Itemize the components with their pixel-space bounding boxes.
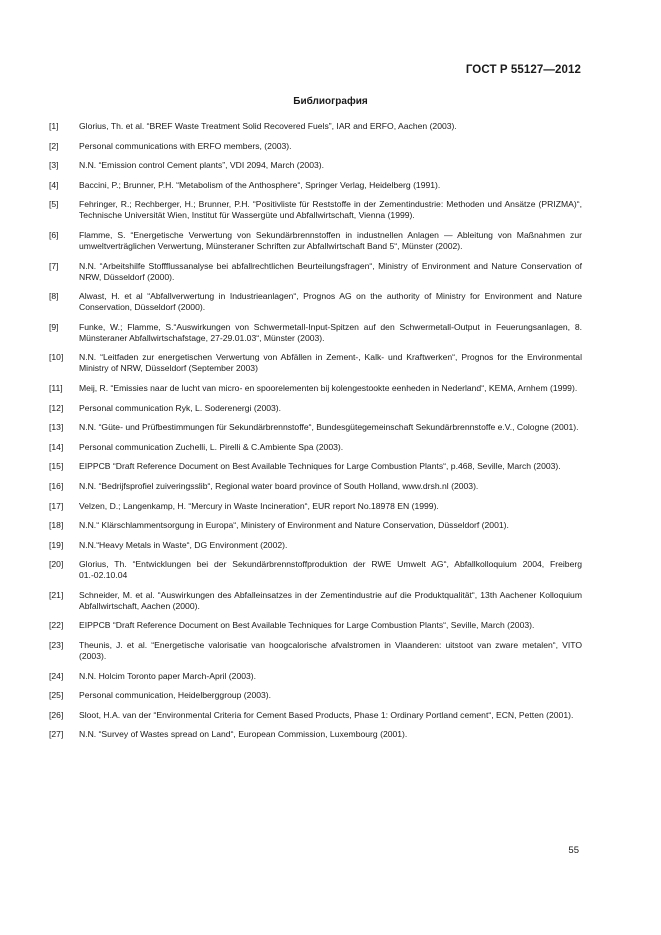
reference-item: [49, 121, 582, 132]
reference-item: [49, 640, 582, 662]
reference-text: Baccini, P.; Brunner, P.H. “Metabolism of the Anthosphere“, Springer Verlag, Heidelberg (1991).: [79, 179, 441, 190]
reference-text: EIPPCB “Draft Reference Document on Best Available Techniques for Large Combustion Plants“, Seville, March (2003).: [79, 620, 535, 631]
reference-number: [9]: [49, 321, 59, 332]
reference-item: [49, 230, 582, 252]
reference-list: [49, 121, 582, 749]
reference-text: Alwast, H. et al “Abfallverwertung in Industrieanlagen“, Prognos AG on the authority of Ministry for Environment and Nature Conservation, Düsseldorf (2000).: [79, 291, 582, 313]
reference-item: [49, 180, 582, 191]
reference-text: Glorius, Th. et al. “BREF Waste Treatment Solid Recovered Fuels”, IAR and ERFO, Aachen (2003).: [79, 121, 457, 131]
reference-item: [49, 352, 582, 374]
reference-item: [49, 403, 582, 414]
reference-item: [49, 710, 582, 721]
reference-number: [20]: [49, 559, 64, 570]
reference-text: N.N.“ Klärschlammentsorgung in Europa“, Ministery of Environment and Nature Conservation, Düsseldorf (2001).: [79, 520, 509, 531]
reference-number: [17]: [49, 500, 64, 511]
reference-number: [18]: [49, 520, 64, 531]
reference-item: [49, 559, 582, 581]
reference-item: [49, 501, 582, 512]
reference-item: [49, 540, 582, 551]
reference-item: [49, 461, 582, 472]
reference-text: Funke, W.; Flamme, S.“Auswirkungen von Schwermetall-Input-Spitzen auf den Schwermetall-Output in Feuerungsanlagen, 8. Münsteraner Abfallwirtschafstage, 27-29.01.03“, Münster (2003).: [79, 321, 582, 343]
reference-item: [49, 481, 582, 492]
reference-number: [19]: [49, 539, 64, 550]
reference-item: [49, 620, 582, 631]
reference-text: N.N. “Emission control Cement plants”, VDI 2094, March (2003).: [79, 160, 325, 171]
reference-text: N.N. “Güte- und Prüfbestimmungen für Sekundärbrennstoffe“, Bundesgütegemeinschaft Sekundärbrennstoffe e.V., Cologne (2001).: [79, 422, 579, 433]
reference-text: N.N.“Heavy Metals in Waste“, DG Environment (2002).: [79, 539, 288, 550]
reference-item: [49, 690, 582, 701]
reference-text: N.N. “Survey of Wastes spread on Land“, European Commission, Luxembourg (2001).: [79, 729, 408, 740]
reference-text: N.N. “Leitfaden zur energetischen Verwertung von Abfällen in Zement-, Kalk- und Kraftwerken“, Prognos for the Environmental Ministry of NRW, Düsseldorf (September 2003): [79, 352, 582, 374]
reference-text: N.N. “Arbeitshilfe Stoffflussanalyse bei abfallrechtlichen Beurteilungsfragen“, Ministry of Environment and Nature Conservation of NRW, Düsseldorf (2000).: [79, 260, 582, 282]
reference-number: [13]: [49, 422, 64, 433]
reference-number: [8]: [49, 291, 59, 302]
reference-number: [27]: [49, 729, 64, 740]
reference-text: Flamme, S. “Energetische Verwertung von Sekundärbrennstoffen in industnellen Anlagen — Ableitung von Maßnahmen zur umweltverträglichen Verwertung, Münsteraner Schriften zur Abfallwirtschaft Band 5“, Münster (2002).: [79, 229, 582, 251]
reference-item: [49, 520, 582, 531]
reference-number: [6]: [49, 229, 59, 240]
section-title: Библиография: [293, 96, 368, 107]
reference-item: [49, 729, 582, 740]
reference-number: [23]: [49, 640, 64, 651]
reference-item: [49, 141, 582, 152]
reference-number: [4]: [49, 179, 59, 190]
reference-number: [7]: [49, 260, 59, 271]
reference-number: [21]: [49, 589, 64, 600]
reference-item: [49, 322, 582, 344]
reference-item: [49, 160, 582, 171]
reference-text: Sloot, H.A. van der “Environmental Criteria for Cement Based Products, Phase 1: Ordinary Portland cement“, ECN, Petten (2001).: [79, 709, 574, 720]
reference-item: [49, 590, 582, 612]
reference-text: Meij, R. “Emissies naar de lucht van micro- en spoorelementen bij kolengestookte eenheden in Nederland“, KEMA, Arnhem (1999).: [79, 382, 578, 393]
reference-number: [25]: [49, 690, 64, 701]
reference-number: [12]: [49, 402, 64, 413]
reference-text: Fehringer, R.; Rechberger, H.; Brunner, P.H. “Positivliste für Reststoffe in der Zementindustrie: Methoden und Ansätze (PRIZMA)“, Technische Universität Wien, Institut für Wassergüte und Abfallwirtschaft, Vienna (1999).: [79, 199, 582, 221]
reference-number: [10]: [49, 352, 64, 363]
reference-number: [24]: [49, 670, 64, 681]
reference-item: [49, 671, 582, 682]
reference-number: [16]: [49, 480, 64, 491]
reference-item: [49, 442, 582, 453]
reference-number: [5]: [49, 199, 59, 210]
reference-number: [14]: [49, 441, 64, 452]
reference-text: Theunis, J. et al. “Energetische valorisatie van hoogcalorische afvalstromen in Vlaanderen: uitstoot van zware metalen“, VITO (2003).: [79, 640, 582, 662]
reference-text: Velzen, D.; Langenkamp, H. “Mercury in Waste Incineration“, EUR report No.18978 EN (1999).: [79, 500, 439, 511]
reference-number: [22]: [49, 620, 64, 631]
reference-text: Personal communication Zuchelli, L. Pirelli & C.Ambiente Spa (2003).: [79, 441, 344, 452]
reference-number: [2]: [49, 140, 59, 151]
reference-text: Personal communication Ryk, L. Soderenergi (2003).: [79, 402, 282, 413]
reference-text: Personal communication, Heidelberggroup (2003).: [79, 690, 272, 701]
reference-text: Personal communications with ERFO members, (2003).: [79, 140, 292, 151]
reference-number: [1]: [49, 121, 59, 131]
reference-number: [26]: [49, 709, 64, 720]
reference-text: N.N. Holcim Toronto paper March-April (2003).: [79, 670, 257, 681]
reference-text: Schneider, M. et al. “Auswirkungen des Abfalleinsatzes in der Zementindustrie auf die Produktqualität“, 13th Aachener Kolloquium Abfallwirtschaft, Aachen (2000).: [79, 589, 582, 611]
reference-item: [49, 261, 582, 283]
document-header: ГОСТ Р 55127—2012: [465, 64, 581, 76]
reference-number: [11]: [49, 382, 63, 393]
reference-number: [3]: [49, 160, 59, 171]
page-number: 55: [568, 845, 579, 856]
reference-item: [49, 422, 582, 433]
reference-number: [15]: [49, 461, 64, 472]
reference-item: [49, 383, 582, 394]
reference-text: EIPPCB “Draft Reference Document on Best Available Techniques for Large Combustion Plants“, p.468, Seville, March (2003).: [79, 461, 561, 472]
reference-item: [49, 291, 582, 313]
reference-text: Glorius, Th. “Entwicklungen bei der Sekundärbrennstoffproduktion der RWE Umwelt AG“, Abfallkolloquium 2004, Freiberg 01.-02.10.04: [79, 559, 582, 581]
reference-text: N.N. “Bedrijfsprofiel zuiveringsslib“, Regional water board province of South Holland, www.drsh.nl (2003).: [79, 480, 479, 491]
reference-item: [49, 199, 582, 221]
